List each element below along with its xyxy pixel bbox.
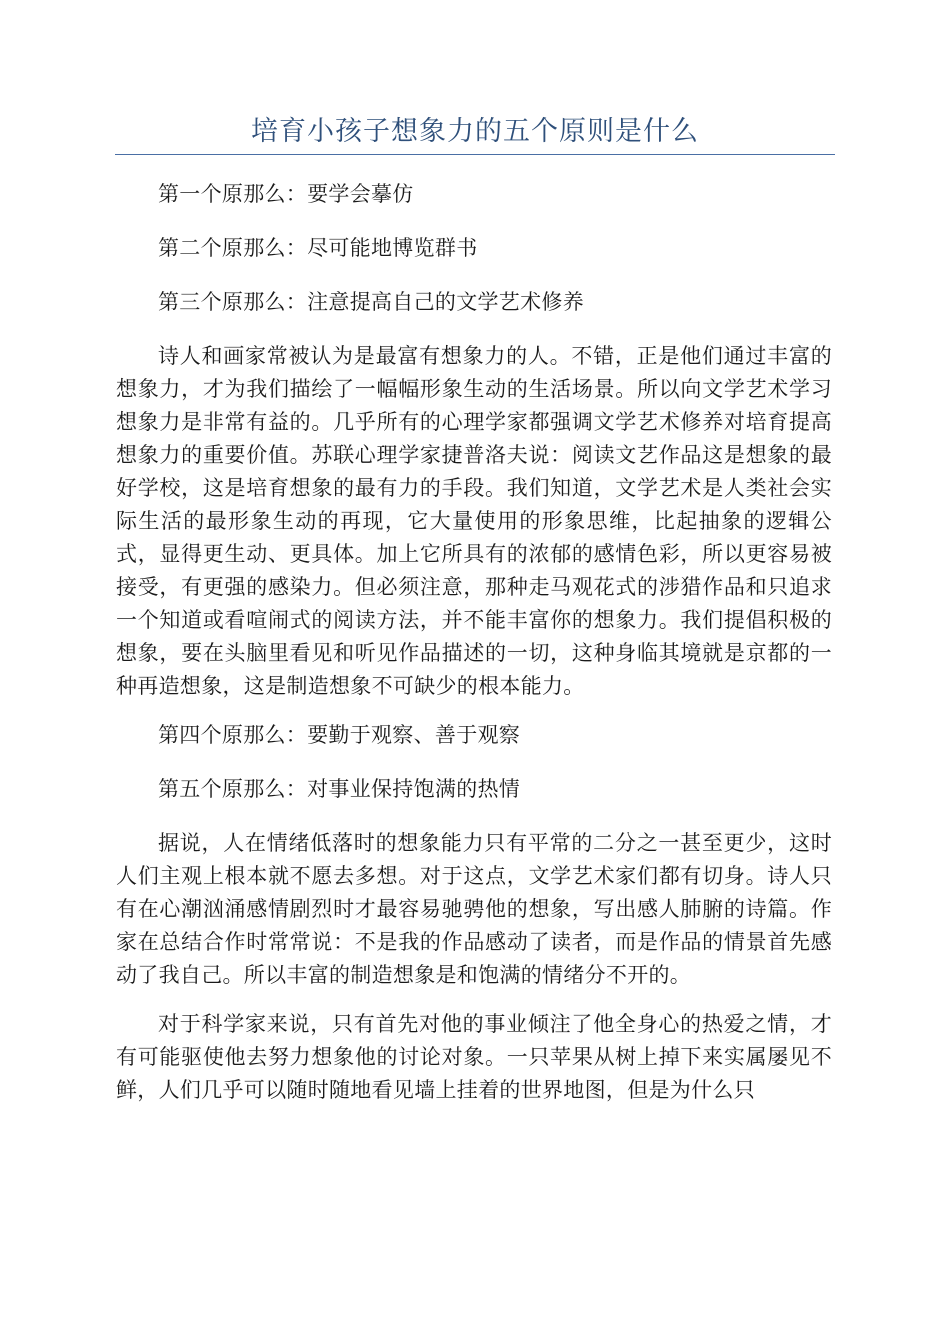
principle-2: 第二个原那么：尽可能地博览群书	[158, 236, 478, 260]
body-paragraph-scientist: 对于科学家来说，只有首先对他的事业倾注了他全身心的热爱之情，才有可能驱使他去努力想象他的讨论对象。一只苹果从树上掉下来实属屡见不鲜，人们几乎可以随时随地看见墙上挂着的世界地图，但是为什么只	[116, 1012, 832, 1102]
principle-3: 第三个原那么：注意提高自己的文学艺术修养	[158, 290, 584, 314]
body-paragraph-literature: 诗人和画家常被认为是最富有想象力的人。不错，正是他们通过丰富的想象力，才为我们描绘了一幅幅形象生动的生活场景。所以向文学艺术学习想象力是非常有益的。几乎所有的心理学家都强调文学艺术修养对培育提高想象力的重要价值。苏联心理学家捷普洛夫说：阅读文艺作品这是想象的最好学校，这是培育想象的最有力的手段。我们知道，文学艺术是人类社会实际生活的最形象生动的再现，它大量使用的形象思维，比起抽象的逻辑公式，显得更生动、更具体。加上它所具有的浓郁的感情色彩，所以更容易被接受，有更强的感染力。但必须注意，那种走马观花式的涉猎作品和只追求一个知道或看喧闹式的阅读方法，并不能丰富你的想象力。我们提倡积极的想象，要在头脑里看见和听见作品描述的一切，这种身临其境就是京都的一种再造想象，这是制造想象不可缺少的根本能力。	[116, 344, 832, 698]
body-paragraph-emotion: 据说，人在情绪低落时的想象能力只有平常的二分之一甚至更少，这时人们主观上根本就不愿去多想。对于这点，文学艺术家们都有切身。诗人只有在心潮汹涌感情剧烈时才最容易驰骋他的想象，写出感人肺腑的诗篇。作家在总结合作时常常说：不是我的作品感动了读者，而是作品的情景首先感动了我自己。所以丰富的制造想象是和饱满的情绪分不开的。	[116, 831, 832, 987]
principle-4: 第四个原那么：要勤于观察、善于观察	[158, 723, 521, 747]
principle-5: 第五个原那么：对事业保持饱满的热情	[158, 777, 521, 801]
document-body	[116, 178, 832, 1123]
document-title: 培育小孩子想象力的五个原则是什么	[251, 116, 699, 147]
title-underline	[115, 154, 835, 155]
principle-1: 第一个原那么：要学会摹仿	[158, 182, 414, 206]
